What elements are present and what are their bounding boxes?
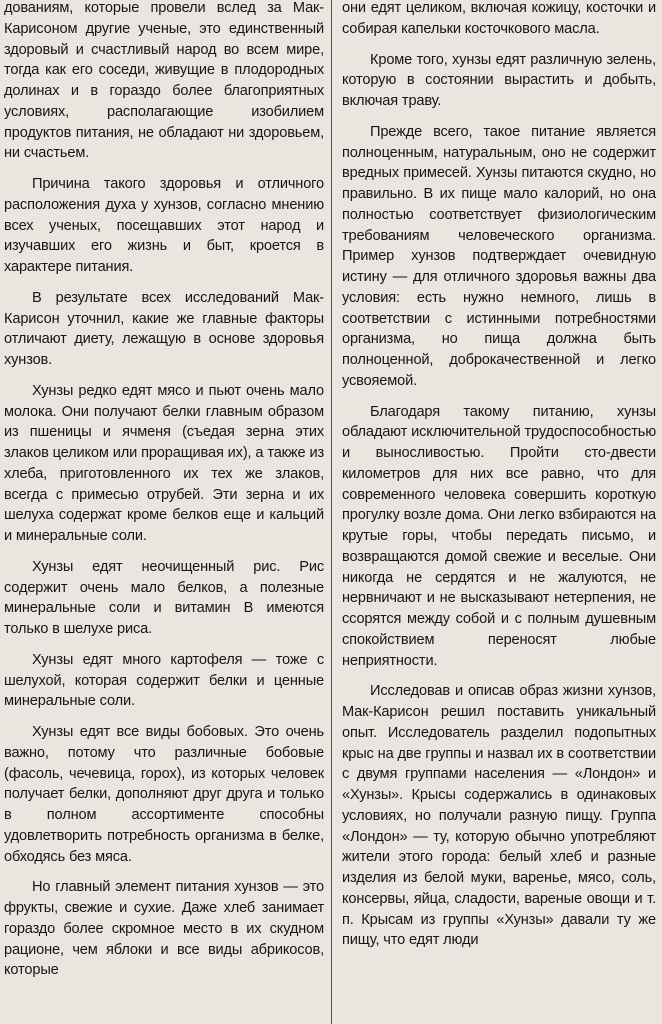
paragraph: они едят целиком, включая кожицу, косточки и собирая капельки косточкового масла.: [342, 0, 656, 37]
paragraph: Хунзы едят много картофеля — тоже с шелухой, которая содержит белки и ценные минеральные соли.: [4, 651, 324, 710]
paragraph: Хунзы едят все виды бобовых. Это очень важно, потому что различные бобовые (фасоль, чечевица, горох), из которых человек получает белки, дополняют друг друга и только в полном ассортименте способны удовлетворить потребность организма в белке, обходясь без мяса.: [4, 724, 324, 865]
paragraph: Хунзы едят неочищенный рис. Рис содержит очень мало белков, а полезные минеральные соли и витамин В имеются только в шелухе риса.: [4, 558, 324, 637]
left-text-column: [4, 0, 324, 981]
paragraph: Но главный элемент питания хунзов — это фрукты, свежие и сухие. Даже хлеб занимает гораздо более скромное место в их скудном рационе, чем яблоки и все виды абрикосов, которые: [4, 879, 324, 979]
paragraph: Хунзы редко едят мясо и пьют очень мало молока. Они получают белки главным образом из пшеницы и ячменя (съедая зерна этих злаков целиком или проращивая их), а также из хлеба, приготовленного их тех же злаков, всегда с примесью отрубей. Эти зерна и их шелуха содержат кроме белков еще и кальций и минеральные соли.: [4, 382, 324, 544]
paragraph: В результате всех исследований Мак-Карисон уточнил, какие же главные факторы отличают диету, лежащую в основе здоровья хунзов.: [4, 289, 324, 368]
paragraph: Благодаря такому питанию, хунзы обладают исключительной трудоспособностью и выносливостью. Пройти сто-двести километров для них все равно, что для современного человека совершить короткую прогулку возле дома. Они легко взбираются на крутые горы, чтобы передать письмо, и возвращаются домой свежие и веселые. Они никогда не сердятся и не жалуются, не нервничают и не высказывают нетерпения, не ссорятся между собой и с полным душевным спокойствием переносят любые неприятности.: [342, 403, 656, 669]
paragraph: Исследовав и описав образ жизни хунзов, Мак-Карисон решил поставить уникальный опыт. Исследователь разделил подопытных крыс на две группы и назвал их в соответствии с двумя группами населения — «Лондон» и «Хунзы». Крысы содержались в одинаковых условиях, но получали разную пищу. Группа «Лондон» — ту, которую обычно употребляют жители этого города: белый хлеб и разные изделия из белой муки, варенье, мясо, соль, консервы, яйца, сладости, вареные овощи и т. п. Крысам из группы «Хунзы» давали ту же пищу, что едят люди: [342, 683, 656, 949]
paragraph: Причина такого здоровья и отличного расположения духа у хунзов, согласно мнению всех ученых, посещавших этот народ и изучавших его жизнь и быт, кроется в характере питания.: [4, 176, 324, 275]
paragraph: Кроме того, хунзы едят различную зелень, которую в состоянии вырастить и добыть, включая траву.: [342, 51, 656, 109]
right-text-column: [342, 0, 656, 951]
column-divider: [331, 0, 332, 1024]
paragraph: дованиям, которые провели вслед за Мак-Карисоном другие ученые, это единственный здоровый и счастливый народ во всем мире, тогда как его соседи, живущие в плодородных долинах и в гораздо более благоприятных условиях, располагающие изобилием продуктов питания, не обладают ни здоровьем, ни счастьем.: [4, 0, 324, 162]
paragraph: Прежде всего, такое питание является полноценным, натуральным, оно не содержит вредных примесей. Хунзы питаются скудно, но правильно. В их пище мало калорий, но она полностью соответствует физиологическим требованиям человеческого организма. Пример хунзов подтверждает очевидную истину — для отличного здоровья важны два условия: есть нужно немного, лишь в соответствии с истинными потребностями организма, но пища должна быть полноценной, доброкачественной и легко усвояемой.: [342, 123, 656, 389]
